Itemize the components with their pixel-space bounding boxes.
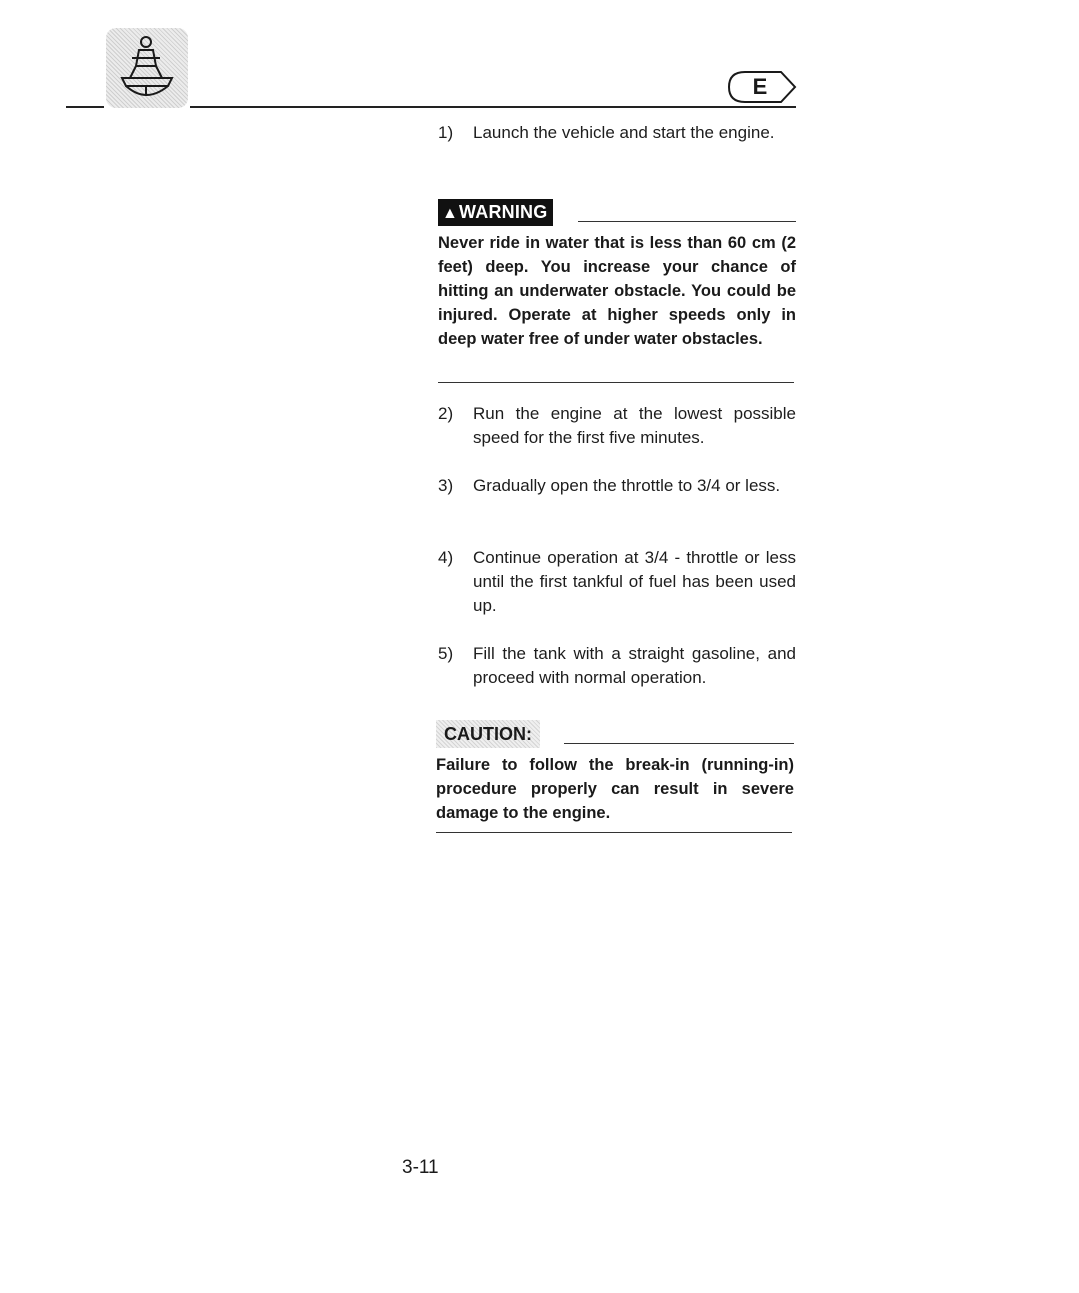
- step-text: Gradually open the throttle to 3/4 or less.: [473, 476, 781, 495]
- step-text: Launch the vehicle and start the engine.: [473, 123, 775, 142]
- header-rule-right: [190, 106, 796, 108]
- step-number: 3): [438, 476, 454, 495]
- list-item: [438, 546, 796, 618]
- caution-text: Failure to follow the break-in (running-in) procedure properly can result in severe damage to the engine.: [436, 756, 794, 822]
- caution-bottom-rule: [436, 832, 792, 833]
- caution-header-rule: [564, 743, 794, 744]
- caution-label: CAUTION:: [436, 720, 540, 748]
- warning-bottom-rule: [438, 382, 794, 383]
- language-badge: E: [752, 74, 768, 99]
- warning-label: [438, 199, 553, 226]
- step-number: 2): [438, 404, 454, 423]
- header-rule-left: [66, 106, 104, 108]
- step-text: Run the engine at the lowest possible speed for the first five minutes.: [473, 404, 796, 447]
- step-text: Fill the tank with a straight gasoline, and proceed with normal operation.: [473, 644, 796, 687]
- step-number: 4): [438, 548, 454, 567]
- list-item: [438, 642, 796, 690]
- step-text: Continue operation at 3/4 - throttle or less until the first tankful of fuel has been used up.: [473, 548, 796, 615]
- step-number: 1): [438, 123, 454, 142]
- list-item: [438, 474, 796, 498]
- list-item: [438, 402, 796, 450]
- personal-watercraft-rider-icon: [106, 28, 188, 108]
- warning-label-text: WARNING: [459, 202, 548, 222]
- warning-header-rule: [578, 221, 796, 222]
- step-number: 5): [438, 644, 454, 663]
- warning-text: Never ride in water that is less than 60 cm (2 feet) deep. You increase your chance of hitting an underwater obstacle. You could be injured. Operate at higher speeds only in deep water free of under water obstacles.: [438, 234, 796, 348]
- list-item: [438, 121, 796, 145]
- page-number: 3-11: [402, 1157, 439, 1178]
- warning-triangle-icon: ▲: [442, 205, 459, 222]
